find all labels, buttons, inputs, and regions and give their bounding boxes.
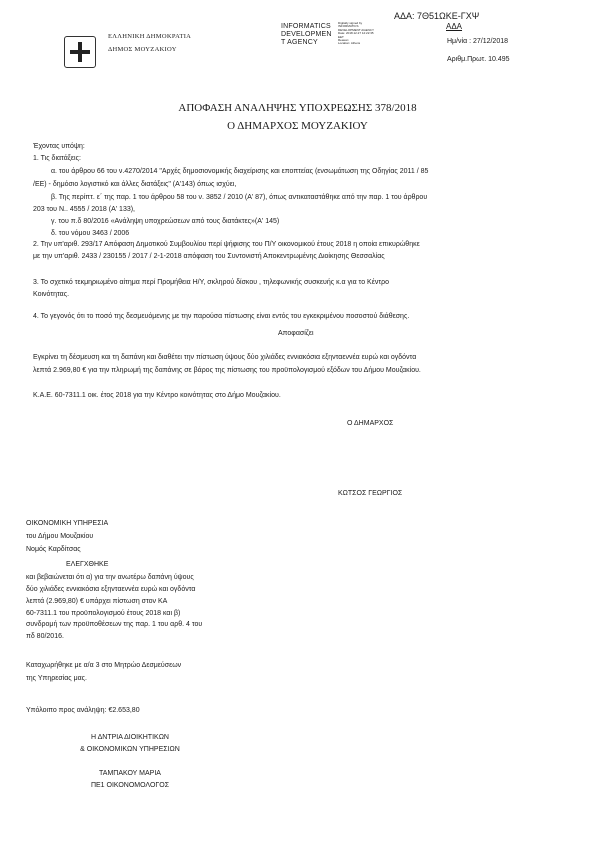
document-subtitle: Ο ΔΗΜΑΡΧΟΣ ΜΟΥΖΑΚΙΟΥ [227, 120, 368, 132]
signature-line: DEVELOPMENT AGENCY [338, 27, 374, 32]
signature-line: INFORMATICS [338, 24, 359, 29]
ada-code: ΑΔΑ: 7Θ51ΩΚΕ-ΓΧΨ [394, 11, 480, 21]
protocol-number: Αριθμ.Πρωτ. 10.495 [447, 56, 510, 63]
body-line: δ. του νόμου 3463 / 2006 [51, 230, 130, 237]
document-title: ΑΠΟΦΑΣΗ ΑΝΑΛΗΨΗΣ ΥΠΟΧΡΕΩΣΗΣ 378/2018 [178, 102, 417, 114]
signature-line: Digitally signed by [338, 21, 363, 25]
finance-signatory-title: & ΟΙΚΟΝΟΜΙΚΩΝ ΥΠΗΡΕΣΙΩΝ [80, 746, 180, 753]
mayor-title: Ο ΔΗΜΑΡΧΟΣ [347, 420, 394, 427]
agency-logo-line3: T AGENCY [281, 39, 318, 46]
finance-signatory-title: Η ΔΝΤΡΙΑ ΔΙΟΙΚΗΤΙΚΩΝ [91, 734, 169, 741]
body-line: Κ.Α.Ε. 60-7311.1 οικ. έτος 2018 για την Κέντρο κοινότητας στο Δήμο Μουζακίου. [33, 392, 281, 399]
mayor-name: ΚΩΤΣΟΣ ΓΕΩΡΓΙΟΣ [338, 490, 403, 497]
finance-signatory-name: ΤΑΜΠΑΚΟΥ ΜΑΡΙΑ [99, 770, 161, 777]
finance-line: πδ 80/2016. [26, 633, 64, 640]
signature-line: Reason: [338, 38, 350, 43]
body-line: 203 του Ν.. 4555 / 2018 (Α' 133), [33, 206, 136, 213]
finance-line: λεπτά (2.969,80) € υπάρχει πίστωση στον ΚΑ [26, 598, 168, 605]
body-line: 2. Την υπ'αριθ. 293/17 Απόφαση Δημοτικού Συμβουλίου περί ψήφισης του Π/Υ οικονομικού έτους 2018 η οποία επικυρώθηκε [33, 241, 420, 248]
digital-signature-block [338, 22, 410, 46]
signature-line: Location: Athens [338, 41, 361, 46]
finance-line: ΟΙΚΟΝΟΜΙΚΗ ΥΠΗΡΕΣΙΑ [26, 520, 109, 527]
agency-logo-line1: INFORMATICS [281, 23, 331, 30]
signature-line: EET [338, 34, 344, 39]
municipality-name: ΔΗΜΟΣ ΜΟΥΖΑΚΙΟΥ [108, 46, 177, 53]
body-line: 1. Τις διατάξεις: [33, 155, 81, 162]
signature-line: Date: 2018.12.27 12:22:35 [338, 31, 374, 36]
body-line: Εγκρίνει τη δέσμευση και τη δαπάνη και διαθέτει την πίστωση ύψους δύο χιλιάδες εννιακόσια εξηνταεννέα ευρώ και ογδόντα [33, 354, 417, 361]
body-line: 3. Το σχετικό τεκμηριωμένο αίτημα περί Προμήθεια Η/Υ, σκληρού δίσκου , τηλεφωνικής συσκευής κ.α για το Κέντρο [33, 279, 389, 286]
finance-line: 60-7311.1 του προϋπολογισμού έτους 2018 και β) [26, 610, 181, 617]
finance-line: της Υπηρεσίας μας. [26, 675, 87, 682]
body-line: λεπτά 2.969,80 € για την πληρωμή της δαπάνης σε βάρος της πίστωσης του προϋπολογισμού εξόδων του Δήμου Μουζακίου. [33, 367, 421, 374]
decision-heading: Αποφασίζει [278, 330, 314, 337]
finance-line: του Δήμου Μουζακίου [26, 533, 94, 540]
body-line: γ. του π.δ 80/2016 «Ανάληψη υποχρεώσεων από τους διατάκτες»(Α' 145) [51, 218, 280, 225]
greek-coat-of-arms-icon [64, 36, 96, 68]
finance-line: Καταχωρήθηκε με α/α 3 στο Μητρώο Δεσμεύσεων [26, 662, 182, 669]
finance-line: συνδρομή των προϋποθέσεων της παρ. 1 του αρθ. 4 του [26, 621, 203, 628]
body-line: β. Της περίπτ. ε΄ της παρ. 1 του άρθρου 58 του ν. 3852 / 2010 (Α' 87), όπως αντικαταστάθηκε από την παρ. 1 του άρθρου [51, 194, 428, 201]
finance-line: ΕΛΕΓΧΘΗΚΕ [66, 561, 109, 568]
finance-line: δύο χιλιάδες εννιακόσια εξηνταεννέα ευρώ και ογδόντα [26, 586, 196, 593]
intro-text: Έχοντας υπόψη: [33, 143, 85, 150]
body-line: /ΕΕ) - δημόσιο λογιστικό και άλλες διατάξεις" (Α'143) όπως ισχύει, [33, 181, 237, 188]
body-line: με την υπ'αριθ. 2433 / 230155 / 2017 / 2-1-2018 απόφαση του Συντονιστή Αποκεντρωμένης Διοίκησης Θεσσαλίας [33, 253, 385, 260]
finance-line: και βεβαιώνεται ότι α) για την ανωτέρω δαπάνη ύψους [26, 574, 194, 581]
document-date: Ημ/νία : 27/12/2018 [447, 38, 509, 45]
body-line: Κοινότητας. [33, 291, 70, 298]
finance-line: Νομός Καρδίτσας [26, 546, 81, 553]
agency-logo-line2: DEVELOPMEN [281, 31, 332, 38]
country-name: ΕΛΛΗΝΙΚΗ ΔΗΜΟΚΡΑΤΙΑ [108, 33, 192, 40]
body-line: α. του άρθρου 66 του ν.4270/2014 "Αρχές δημοσιονομικής διαχείρισης και εποπτείας (ενσωμάτωση της Οδηγίας 2011 / 85 [51, 168, 429, 175]
remaining-balance: Υπόλοιπο προς ανάληψη: €2.653,80 [26, 707, 140, 714]
finance-signatory-role: ΠΕ1 ΟΙΚΟΝΟΜΟΛΟΓΟΣ [90, 782, 170, 789]
ada-short: ΑΔΑ [446, 22, 463, 31]
body-line: 4. Το γεγονός ότι το ποσό της δεσμευόμενης με την παρούσα πίστωσης είναι εντός του εγκεκριμένου ποσοστού διάθεσης. [33, 313, 410, 320]
